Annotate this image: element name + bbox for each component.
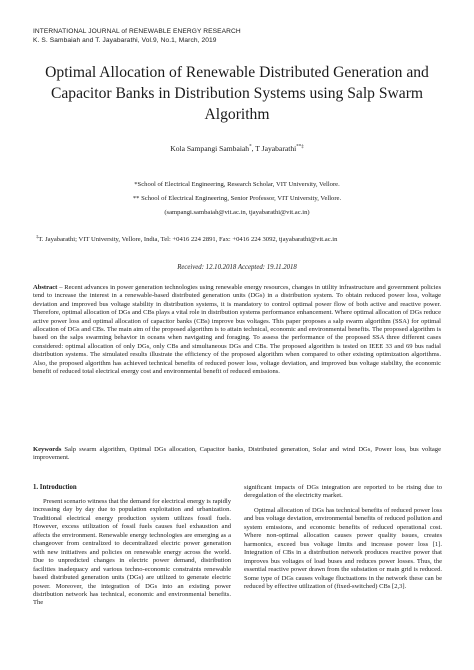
abstract (33, 284, 441, 376)
corresponding-author (36, 233, 338, 243)
abstract-text: Recent advances in power generation technologies using renewable energy resources, changes in utility infrastructure and government policies tend to increase the interest in a renewable-based distributed generation units (DGs) in a distribution system. To obtain reduced power loss, voltage deviation and improved bus voltage stability in distribution systems, it is mandatory to control optimal power flow of both active and reactive power. Therefore, optimal allocation of DGs and CBs plays a vital role in distribution systems performance enhancement. Where optimal allocation of DGs reduce active power loss and optimal allocation of capacitor banks (CBs) improve bus voltages. This paper proposes a salp swarm algorithm (SSA) for optimal allocation of DGs and CBs. The main aim of the proposed algorithm is to attain technical, economic and environmental benefits. The proposed algorithm is based on the salps swarming behavior in oceans when navigating and foraging. To assess the performance of the proposed SSA three different cases considered: optimal allocation of only DGs, only CBs and simultaneous DGs and CBs. The proposed algorithm is tested on IEEE 33 and 69 bus radial distribution systems. The simulated results illustrate the efficiency of the proposed algorithm when compared to other existing optimization algorithms. Also, the proposed algorithm has achieved technical benefits of reduced power loss, voltage deviation, and improved bus voltage stability, the economic benefit of reduced total electrical energy cost and environmental benefit of reduced emissions. (33, 284, 441, 376)
intro-paragraph-2: Optimal allocation of DGs has technical benefits of reduced power loss and bus voltage deviation, environmental benefits of reduced pollution and system emissions, and economic benefits of reduced operational cost. Where non-optimal allocation causes power quality issues, creates harmonics, exceed bus voltage limits and increase power loss [1]. Integration of CBs in a distribution network produces reactive power that improves bus voltages of load buses and reduces power losses. Thus, the essential reactive power drawn from the substation or main grid is reduced. Some type of DGs causes voltage fluctuations in the network these can be reduced by effective utilization of (fixed-switched) CBs [2,3]. (244, 506, 442, 590)
received-accepted-dates: Received: 12.10.2018 Accepted: 19.11.2018 (177, 264, 297, 271)
abstract-label: Abstract (33, 284, 58, 291)
author-line (20, 144, 454, 153)
affiliation-emails: (sampangi.sambaiah@vit.ac.in, tjayabarathi@vit.ac.in) (164, 209, 310, 216)
right-column (244, 484, 442, 591)
keywords-label: Keywords (33, 446, 62, 453)
section-heading-introduction: 1. Introduction (33, 484, 77, 491)
affiliation-2: ** School of Electrical Engineering, Senior Professor, VIT University, Vellore. (132, 195, 342, 202)
intro-paragraph-1-continued: significant impacts of DGs integration are reported to be rising due to deregulation of the electricity market. (244, 484, 442, 500)
left-column (33, 498, 231, 608)
author-2: T Jayabarathi (255, 144, 297, 153)
journal-citation: K. S. Sambaiah and T. Jayabarathi, Vol.9, No.1, March, 2019 (33, 37, 217, 44)
affiliation-1: *School of Electrical Engineering, Research Scholar, VIT University, Vellore. (134, 181, 340, 188)
author-1: Kola Sampangi Sambaiah (170, 144, 250, 153)
journal-header (33, 27, 241, 45)
paper-title: Optimal Allocation of Renewable Distributed Generation and Capacitor Banks in Distribution Systems using Salp Swarm Algorithm (45, 64, 429, 123)
corresponding-text: T. Jayabarathi; VIT University, Vellore, India, Tel: +0416 224 2891, Fax: +0416 224 3092, tjayabarathi@vit.ac.in (38, 236, 338, 243)
intro-paragraph-1: Present scenario witness that the demand for electrical energy is rapidly increasing day by day due to population exploitation and urbanization. Traditional electrical energy production system utilizes fossil fuels. However, excess utilization of fossil fuels causes fuel exhaustion and affects the environment. Renewable energy technologies are emerging as a changeover from centralized to decentralized electric power generation with new initiatives and policies on renewable energy across the world. Due to unpredicted changes in electric power demand, distribution facilities inadequacy and various techno-economic constraints renewable based distributed generation units (DGs) are utilized to generate electric power. Moreover, the integration of DGs into an existing power distribution network has technical, economic and environmental benefits. The (33, 498, 231, 607)
author-1-mark: * (249, 144, 252, 150)
keywords (33, 446, 441, 463)
journal-name: INTERNATIONAL JOURNAL of RENEWABLE ENERGY RESEARCH (33, 28, 241, 35)
author-separator: , (251, 144, 256, 153)
keywords-text: Salp swarm algorithm, Optimal DGs allocation, Capacitor banks, Distributed generation, Solar and wind DGs, Power loss, bus voltage improvement. (33, 446, 441, 462)
abstract-dash: – (57, 284, 65, 291)
corresponding-mark: ‡ (36, 233, 39, 239)
author-2-mark: **‡ (296, 144, 304, 150)
